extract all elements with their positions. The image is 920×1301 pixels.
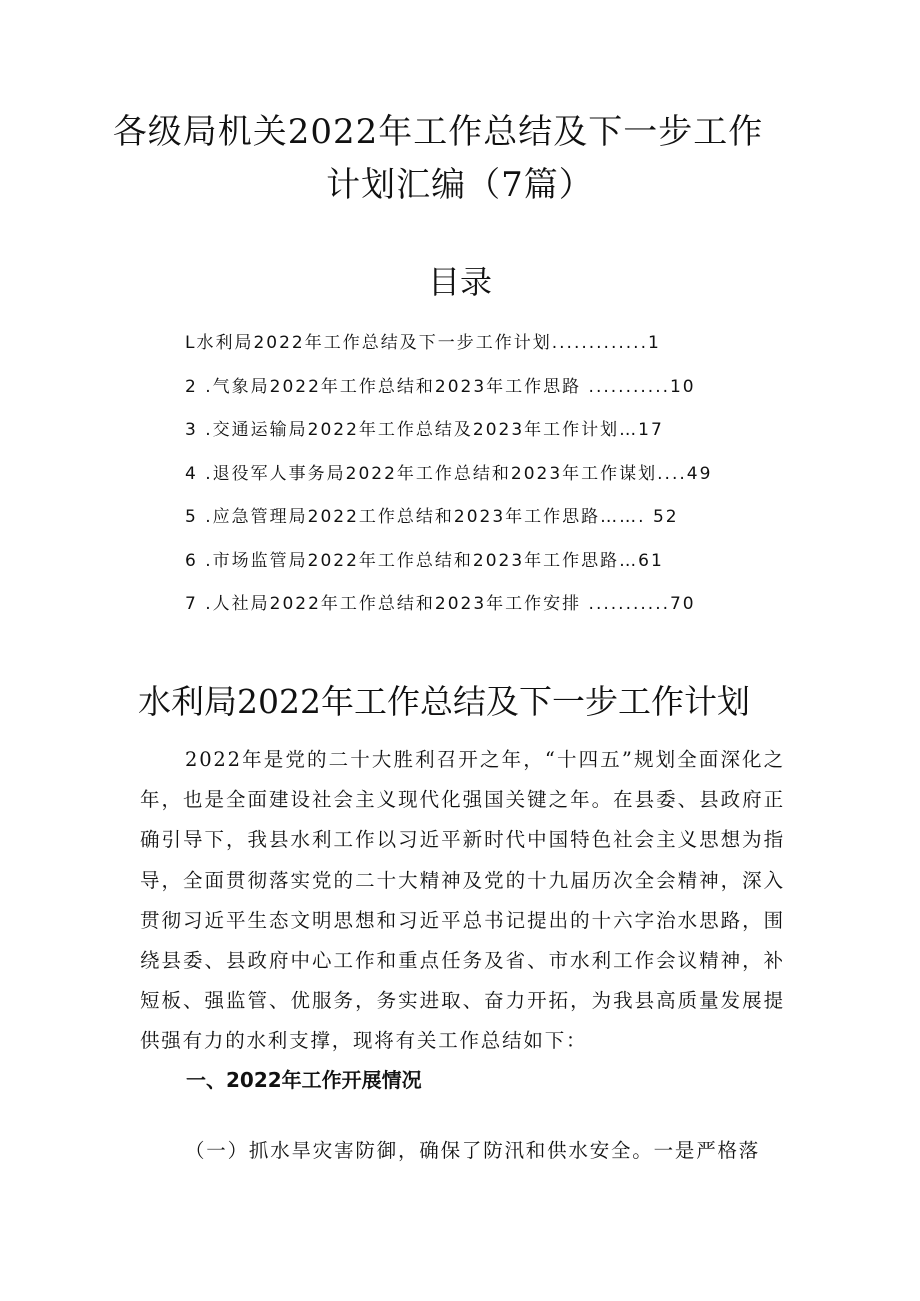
document-title-line-2: 计划汇编（7篇） (326, 165, 594, 205)
toc-item-3[interactable]: 3 .交通运输局2022年工作总结及2023年工作计划…17 (185, 420, 664, 440)
section-title: 水利局2022年工作总结及下一步工作计划 (138, 682, 750, 721)
toc-item-1[interactable]: L水利局2022年工作总结及下一步工作计划.............1 (185, 333, 661, 353)
toc-item-7[interactable]: 7 .人社局2022年工作总结和2023年工作安排 ...........70 (185, 594, 696, 614)
table-of-contents (185, 328, 805, 633)
subheading-1: 一、2022年工作开展情况 (186, 1068, 422, 1092)
toc-item-6[interactable]: 6 .市场监管局2022年工作总结和2023年工作思路…61 (185, 550, 664, 571)
toc-heading: 目录 (427, 263, 492, 301)
body-paragraph-1: 2022年是党的二十大胜利召开之年，“十四五”规划全面深化之年，也是全面建设社会主义现代化强国关键之年。在县委、县政府正确引导下，我县水利工作以习近平新时代中国特色社会主义思想为指导，全面贯彻落实党的二十大精神及党的十九届历次全会精神，深入贯彻习近平生态文明思想和习近平总书记提出的十六字治水思路，围绕县委、县政府中心工作和重点任务及省、市水利工作会议精神，补短板、强监管、优服务，务实进取、奋力开拓，为我县高质量发展提供强有力的水利支撑，现将有关工作总结如下： (140, 748, 785, 1053)
document-title-line-1: 各级局机关2022年工作总结及下一步工作 (112, 112, 764, 152)
toc-item-4[interactable]: 4 .退役军人事务局2022年工作总结和2023年工作谋划....49 (185, 463, 713, 484)
body-paragraph-2: （一）抓水旱灾害防御，确保了防汛和供水安全。一是严格落 (185, 1139, 761, 1162)
toc-item-2[interactable]: 2 .气象局2022年工作总结和2023年工作思路 ...........10 (185, 376, 696, 397)
toc-item-5[interactable]: 5 .应急管理局2022工作总结和2023年工作思路……. 52 (185, 507, 679, 527)
